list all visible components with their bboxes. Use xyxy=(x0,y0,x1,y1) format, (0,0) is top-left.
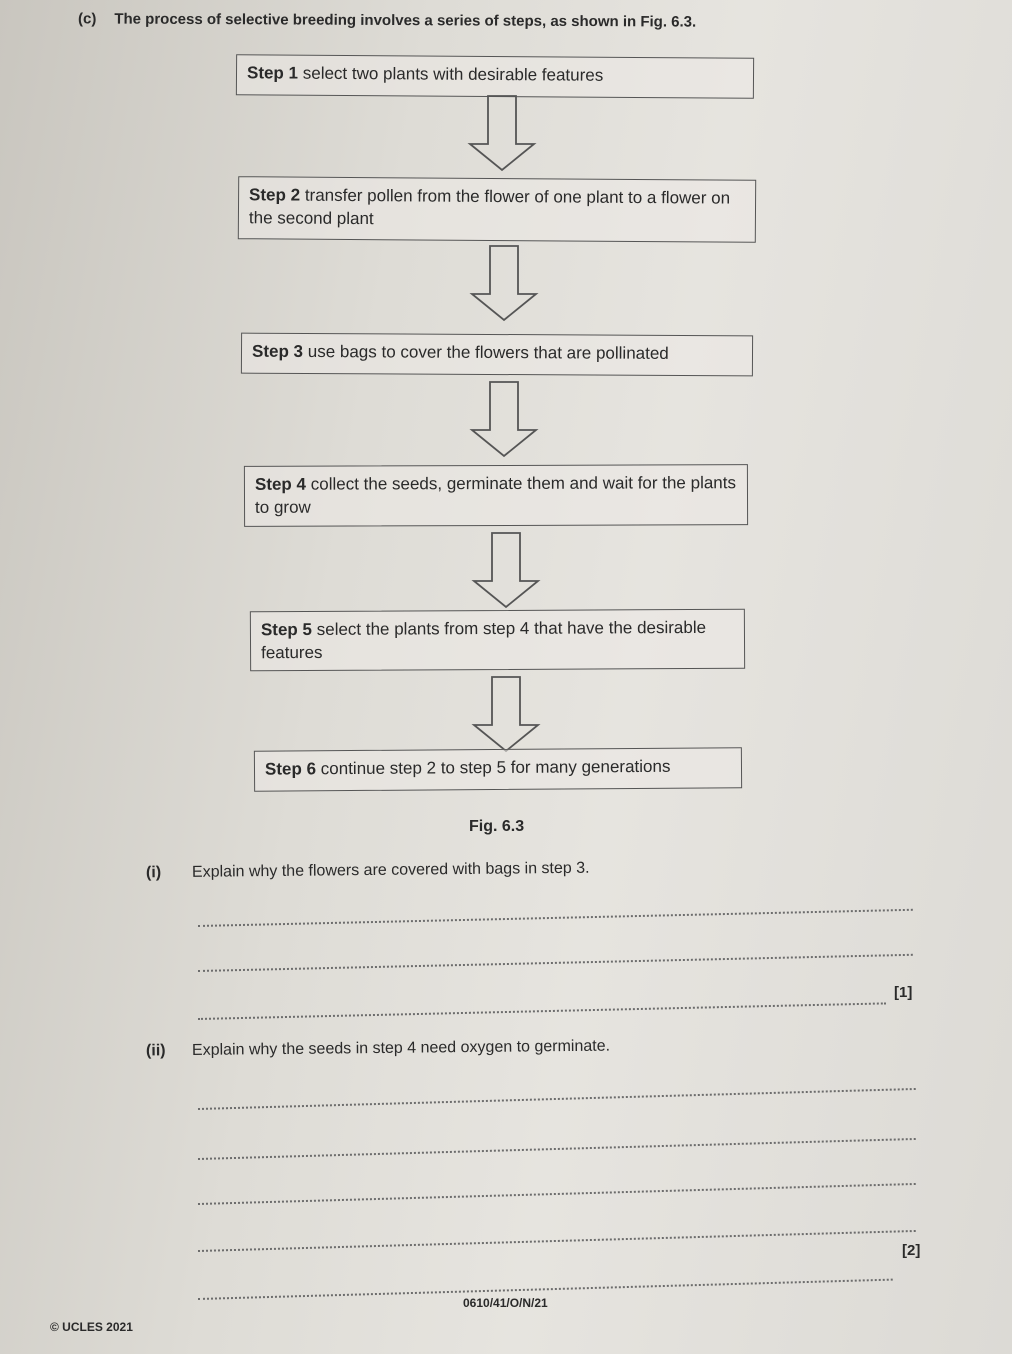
step-6-text: continue step 2 to step 5 for many generations xyxy=(320,756,671,779)
step-6-box xyxy=(254,747,742,791)
step-3-text: use bags to cover the flowers that are pollinated xyxy=(307,342,669,363)
marks-i: [1] xyxy=(894,984,913,1001)
question-ii-text: Explain why the seeds in step 4 need oxygen to germinate. xyxy=(191,1037,611,1059)
answer-line[interactable] xyxy=(198,1088,916,1110)
step-5-label: Step 5 xyxy=(260,619,313,640)
question-intro xyxy=(78,10,696,30)
figure-caption: Fig. 6.3 xyxy=(469,818,525,835)
question-i xyxy=(146,860,590,883)
step-1-label: Step 1 xyxy=(246,63,299,83)
arrow-down-icon xyxy=(466,94,538,172)
answer-line[interactable] xyxy=(198,1138,916,1160)
step-3-label: Step 3 xyxy=(251,341,304,361)
answer-line[interactable] xyxy=(198,954,913,972)
step-2-text: transfer pollen from the flower of one plant to a flower on the second plant xyxy=(248,185,731,229)
part-label: (c) xyxy=(77,10,97,28)
step-6-label: Step 6 xyxy=(264,759,317,779)
paper-code: 0610/41/O/N/21 xyxy=(463,1296,548,1310)
intro-text: The process of selective breeding involves a series of steps, as shown in Fig. 6.3. xyxy=(114,10,697,31)
arrow-down-icon xyxy=(470,675,542,753)
answer-line[interactable] xyxy=(198,1002,886,1020)
step-5-text: select the plants from step 4 that have the desirable features xyxy=(261,617,707,663)
step-4-text: collect the seeds, germinate them and wait for the plants to grow xyxy=(255,473,736,517)
arrow-down-icon xyxy=(468,380,540,458)
step-4-label: Step 4 xyxy=(254,474,307,494)
question-i-number: (i) xyxy=(145,864,162,882)
question-ii-number: (ii) xyxy=(145,1042,166,1060)
question-ii xyxy=(146,1038,610,1061)
arrow-down-icon xyxy=(470,531,542,609)
answer-line[interactable] xyxy=(198,909,913,927)
answer-line[interactable] xyxy=(198,1183,916,1205)
step-2-label: Step 2 xyxy=(249,185,301,205)
question-i-text: Explain why the flowers are covered with bags in step 3. xyxy=(191,859,590,881)
step-1-box xyxy=(236,54,754,99)
copyright: © UCLES 2021 xyxy=(50,1320,133,1334)
step-4-box xyxy=(244,464,748,527)
step-5-box xyxy=(250,609,745,672)
arrow-down-icon xyxy=(468,244,540,322)
step-2-box xyxy=(238,176,756,243)
answer-line[interactable] xyxy=(198,1230,916,1252)
marks-ii: [2] xyxy=(902,1242,921,1259)
step-3-box xyxy=(241,333,753,377)
step-1-text: select two plants with desirable features xyxy=(302,63,604,85)
